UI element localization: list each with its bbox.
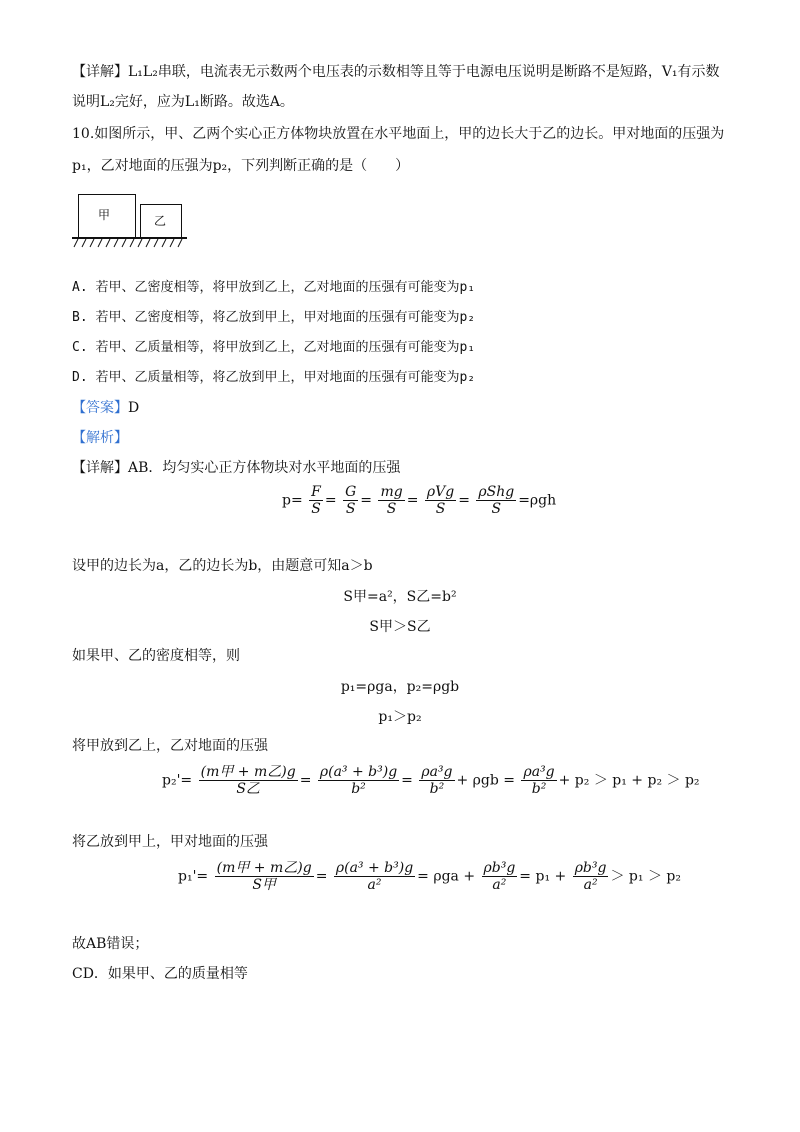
q10-stem-line2: p₁，乙对地面的压强为p₂，下列判断正确的是（ ） [72, 158, 410, 174]
p-line2: p₁＞p₂ [378, 709, 422, 725]
side-text: 设甲的边长为a，乙的边长为b，由题意可知a＞b [72, 558, 373, 574]
area-line2: S甲＞S乙 [369, 619, 431, 635]
option-d: D. 若甲、乙质量相等，将乙放到甲上，甲对地面的压强有可能变为p₂ [72, 370, 476, 385]
q10-stem-line1: 10.如图所示，甲、乙两个实心正方体物块放置在水平地面上，甲的边长大于乙的边长。甲对地面的压强为 [72, 126, 725, 142]
answer-tag: 【答案】 [72, 400, 128, 416]
block-jia-label: 甲 [98, 208, 111, 222]
equation-pressure: p= $\frac{F}{S}$ = $\frac{G}{S}$ = $\frac{mg}{S}$ = $\frac{\text{ρVg}}{S}$ = $\frac{\text{ρShg}}{S}$ =ρgh [282, 484, 557, 517]
answer-line [72, 398, 732, 418]
q10-figure [72, 190, 187, 250]
put-a-on-b: 将甲放到乙上，乙对地面的压强 [72, 738, 268, 754]
answer-value: D [128, 400, 140, 416]
cd-intro: CD．如果甲、乙的质量相等 [72, 966, 248, 982]
analysis-tag: 【解析】 [72, 430, 128, 446]
detail-intro: 【详解】AB．均匀实心正方体物块对水平地面的压强 [72, 460, 401, 476]
p-line1: p₁=ρga，p₂=ρgb [340, 679, 460, 695]
equation-p2-prime: p₂'= $\frac{\text{(m甲 + m乙)g}}{\text{S乙}}$ = $\frac{\text{ρ(a³ + b³)g}}{\text{b²}}$ = $\frac{\text{ρa³g}}{\text{b²}}$ + ρgb = $\frac{\text{ρa³g}}{\text{b²}}$ + p₂ ＞ p₁ + p₂ ＞ p₂ [162, 764, 700, 797]
area-line1: S甲=a²，S乙=b² [343, 589, 457, 605]
prev-detail-line2: 说明L₂完好，应为L₁断路。故选A。 [72, 94, 294, 110]
equation-p1-prime: p₁'= $\frac{\text{(m甲 + m乙)g}}{\text{S甲}}$ = $\frac{\text{ρ(a³ + b³)g}}{\text{a²}}$ = ρga + $\frac{\text{ρb³g}}{\text{a²}}$ = p₁ + $\frac{\text{ρb³g}}{\text{a²}}$ ＞ p₁ ＞ p₂ [178, 860, 681, 893]
put-b-on-a: 将乙放到甲上，甲对地面的压强 [72, 834, 268, 850]
option-b: B. 若甲、乙密度相等，将乙放到甲上，甲对地面的压强有可能变为p₂ [72, 310, 476, 325]
block-yi-label: 乙 [154, 214, 167, 228]
option-c: C. 若甲、乙质量相等，将甲放到乙上，乙对地面的压强有可能变为p₁ [72, 340, 476, 355]
option-a: A. 若甲、乙密度相等，将甲放到乙上，乙对地面的压强有可能变为p₁ [72, 280, 476, 295]
density-equal: 如果甲、乙的密度相等，则 [72, 648, 240, 664]
prev-detail-line1: 【详解】L₁L₂串联，电流表无示数两个电压表的示数相等且等于电源电压说明是断路不是短路，V₁有示数 [72, 64, 720, 80]
ground-hatch [72, 237, 187, 249]
ab-wrong: 故AB错误； [72, 936, 149, 952]
